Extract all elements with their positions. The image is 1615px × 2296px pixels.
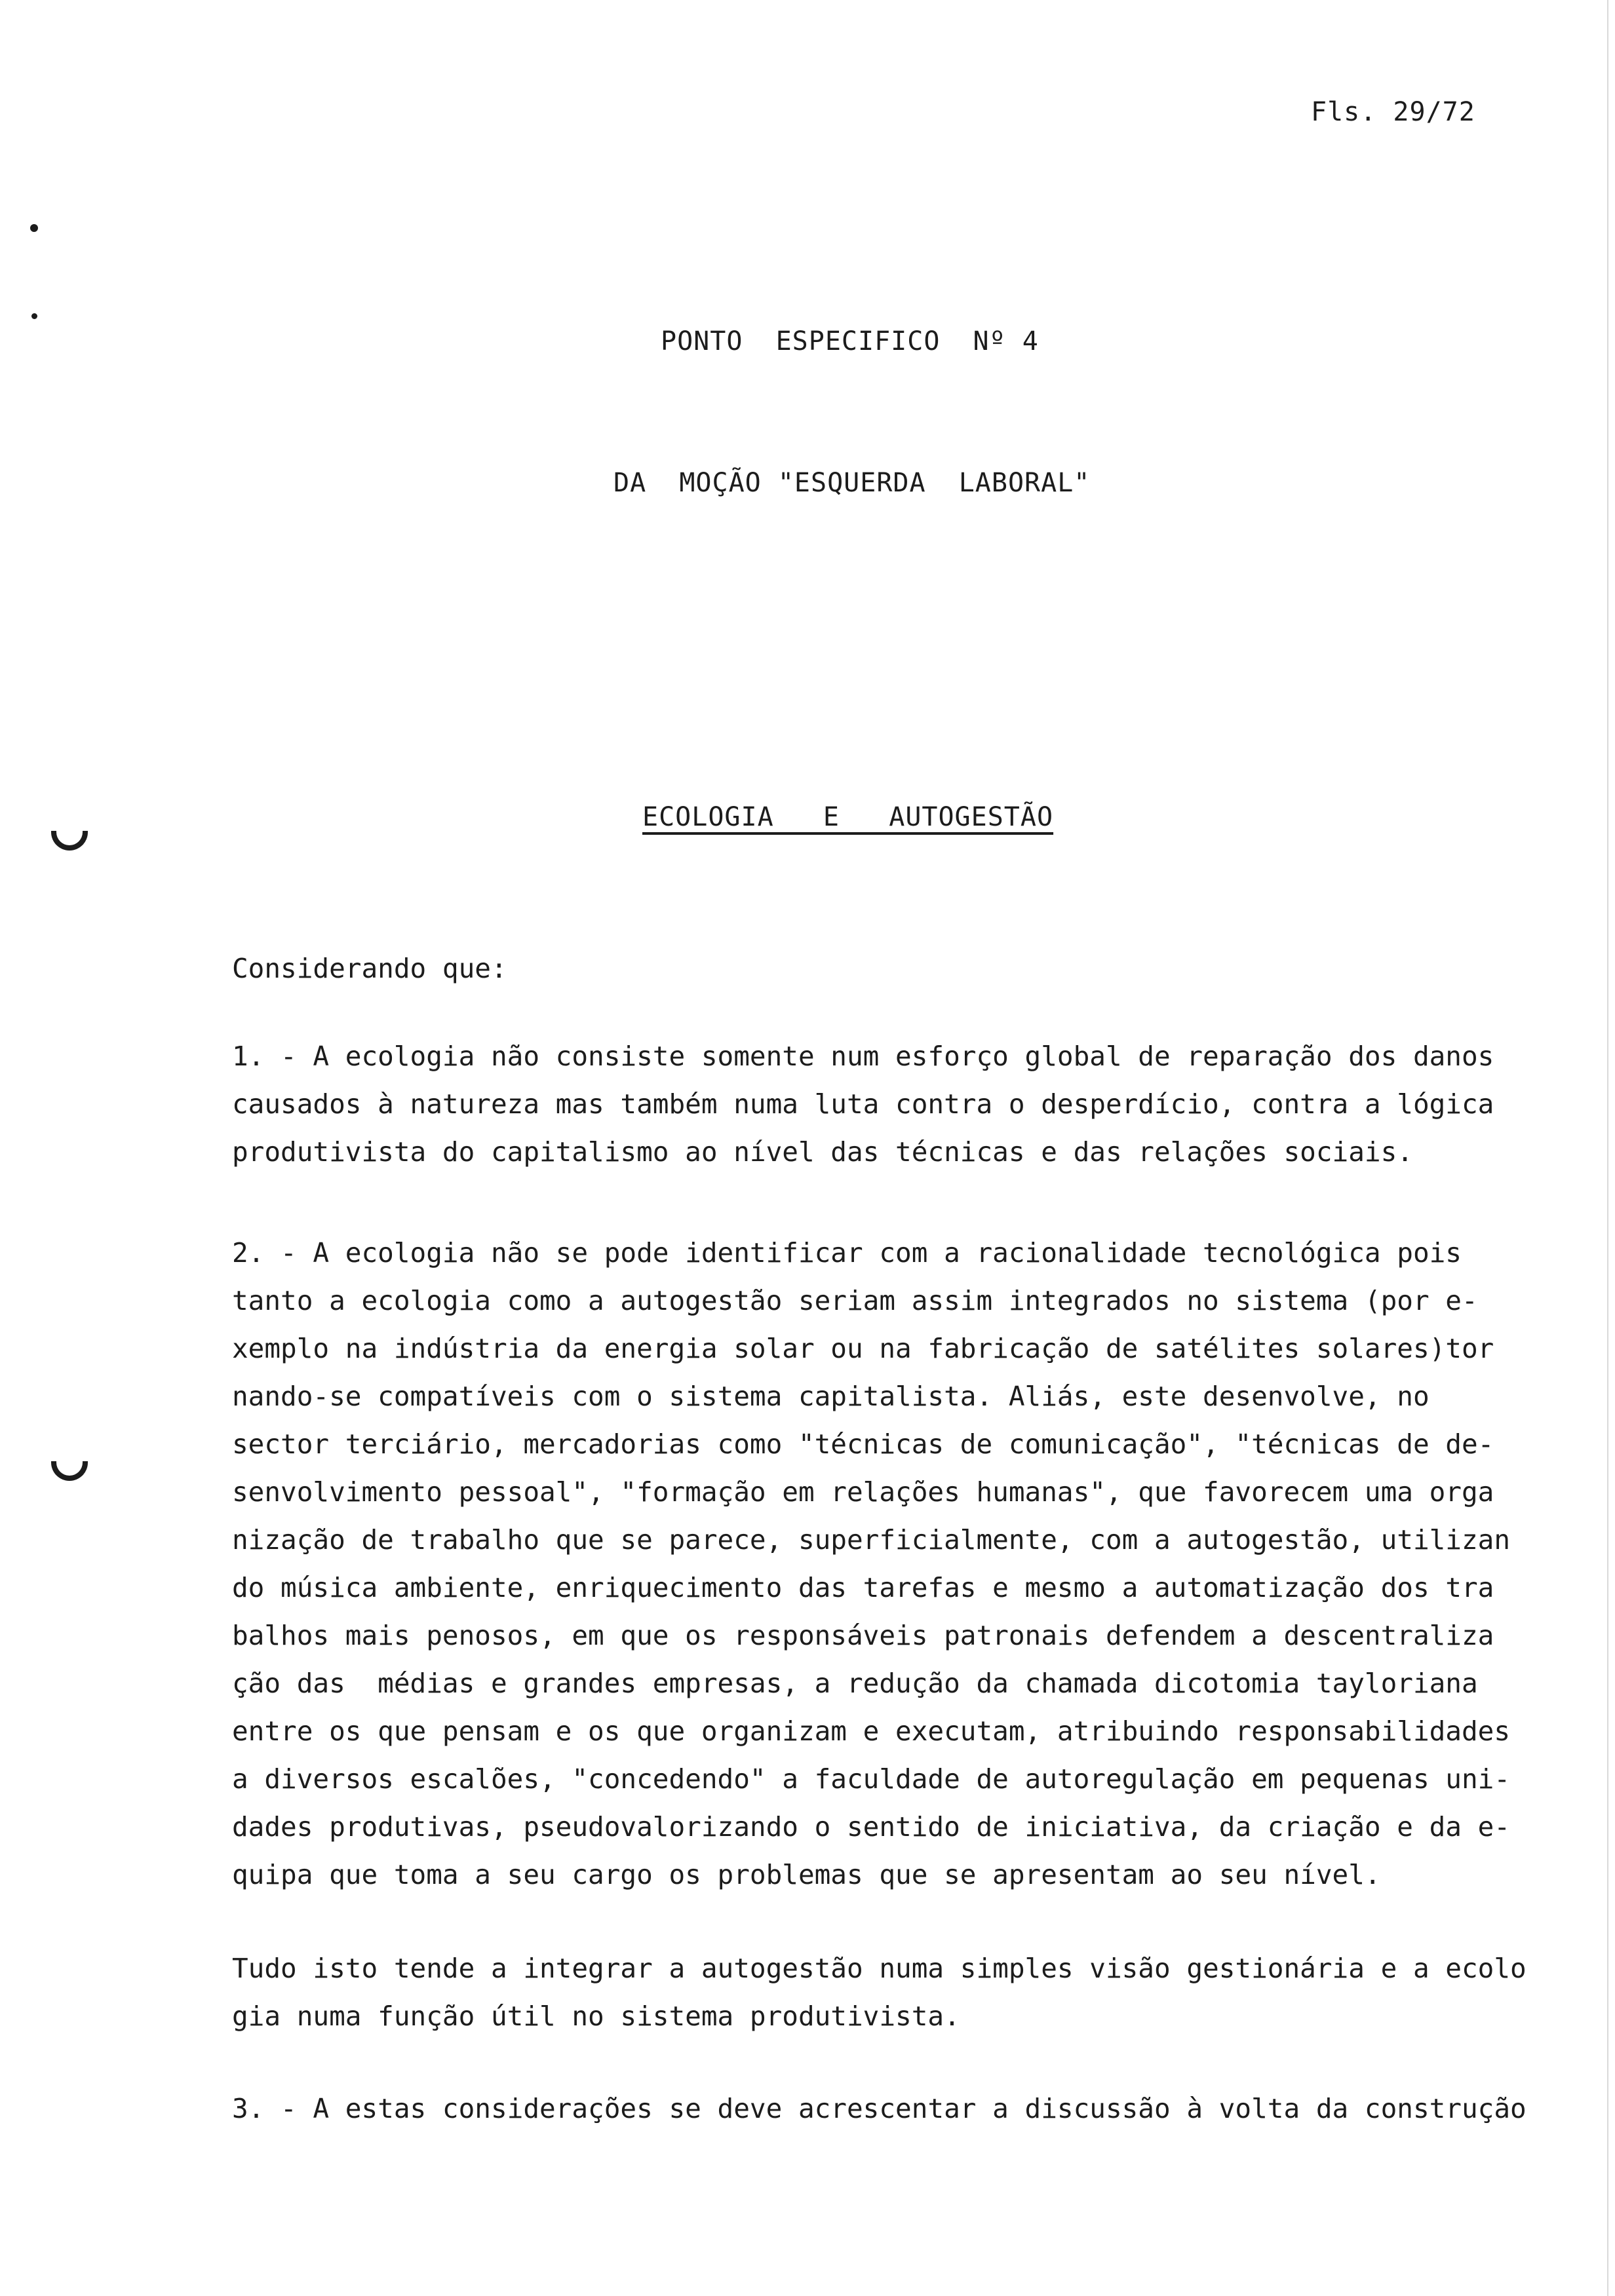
text-line: senvolvimento pessoal", "formação em relações humanas", que favorecem uma orga <box>232 1476 1494 1508</box>
paragraph-4 <box>232 2085 1527 2133</box>
text-line: 3. - A estas considerações se deve acrescentar a discussão à volta da construção <box>232 2093 1527 2124</box>
intro-line <box>232 945 1510 993</box>
text-line: causados à natureza mas também numa luta contra o desperdício, contra a lógica <box>232 1088 1494 1120</box>
text-line: balhos mais penosos, em que os responsáveis patronais defendem a descentraliza <box>232 1620 1494 1651</box>
punch-hole-mark <box>51 831 88 851</box>
text-line: dades produtivas, pseudovalorizando o sentido de iniciativa, da criação e da e- <box>232 1811 1511 1843</box>
document-title: ECOLOGIA E AUTOGESTÃO <box>642 802 1054 832</box>
punch-hole-mark <box>51 1461 88 1481</box>
page-edge <box>1607 0 1608 2296</box>
text-line: nização de trabalho que se parece, superficialmente, com a autogestão, utilizan <box>232 1524 1511 1556</box>
text-line: gia numa função útil no sistema produtivista. <box>232 2000 960 2032</box>
page-folio: Fls. 29/72 <box>1311 97 1475 127</box>
text-line: do música ambiente, enriquecimento das tarefas e mesmo a automatização dos tra <box>232 1572 1494 1603</box>
text-line: quipa que toma a seu cargo os problemas que se apresentam ao seu nível. <box>232 1859 1381 1890</box>
text-line: a diversos escalões, "concedendo" a faculdade de autoregulação em pequenas uni- <box>232 1763 1511 1795</box>
text-line: 2. - A ecologia não se pode identificar com a racionalidade tecnológica pois <box>232 1237 1462 1269</box>
heading-motion: DA MOÇÃO "ESQUERDA LABORAL" <box>613 468 1091 498</box>
margin-dot <box>31 313 37 319</box>
text-line: produtivista do capitalismo ao nível das técnicas e das relações sociais. <box>232 1136 1413 1168</box>
margin-dot <box>30 224 38 232</box>
text-line: 1. - A ecologia não consiste somente num esforço global de reparação dos danos <box>232 1041 1494 1072</box>
text-line: entre os que pensam e os que organizam e executam, atribuindo responsabilidades <box>232 1715 1511 1747</box>
paragraph-1 <box>232 1033 1510 1176</box>
text-line: tanto a ecologia como a autogestão seriam assim integrados no sistema (por e- <box>232 1285 1478 1316</box>
text-line: ção das médias e grandes empresas, a redução da chamada dicotomia tayloriana <box>232 1668 1478 1699</box>
paragraph-2 <box>232 1229 1510 1899</box>
text-line: xemplo na indústria da energia solar ou na fabricação de satélites solares)tor <box>232 1333 1494 1364</box>
heading-point: PONTO ESPECIFICO Nº 4 <box>661 326 1039 356</box>
text-line: Tudo isto tende a integrar a autogestão numa simples visão gestionária e a ecolo <box>232 1953 1527 1984</box>
text-line: nando-se compatíveis com o sistema capitalista. Aliás, este desenvolve, no <box>232 1381 1430 1412</box>
paragraph-3 <box>232 1945 1527 2040</box>
text-line: Considerando que: <box>232 953 507 984</box>
text-line: sector terciário, mercadorias como "técnicas de comunicação", "técnicas de de- <box>232 1428 1494 1460</box>
